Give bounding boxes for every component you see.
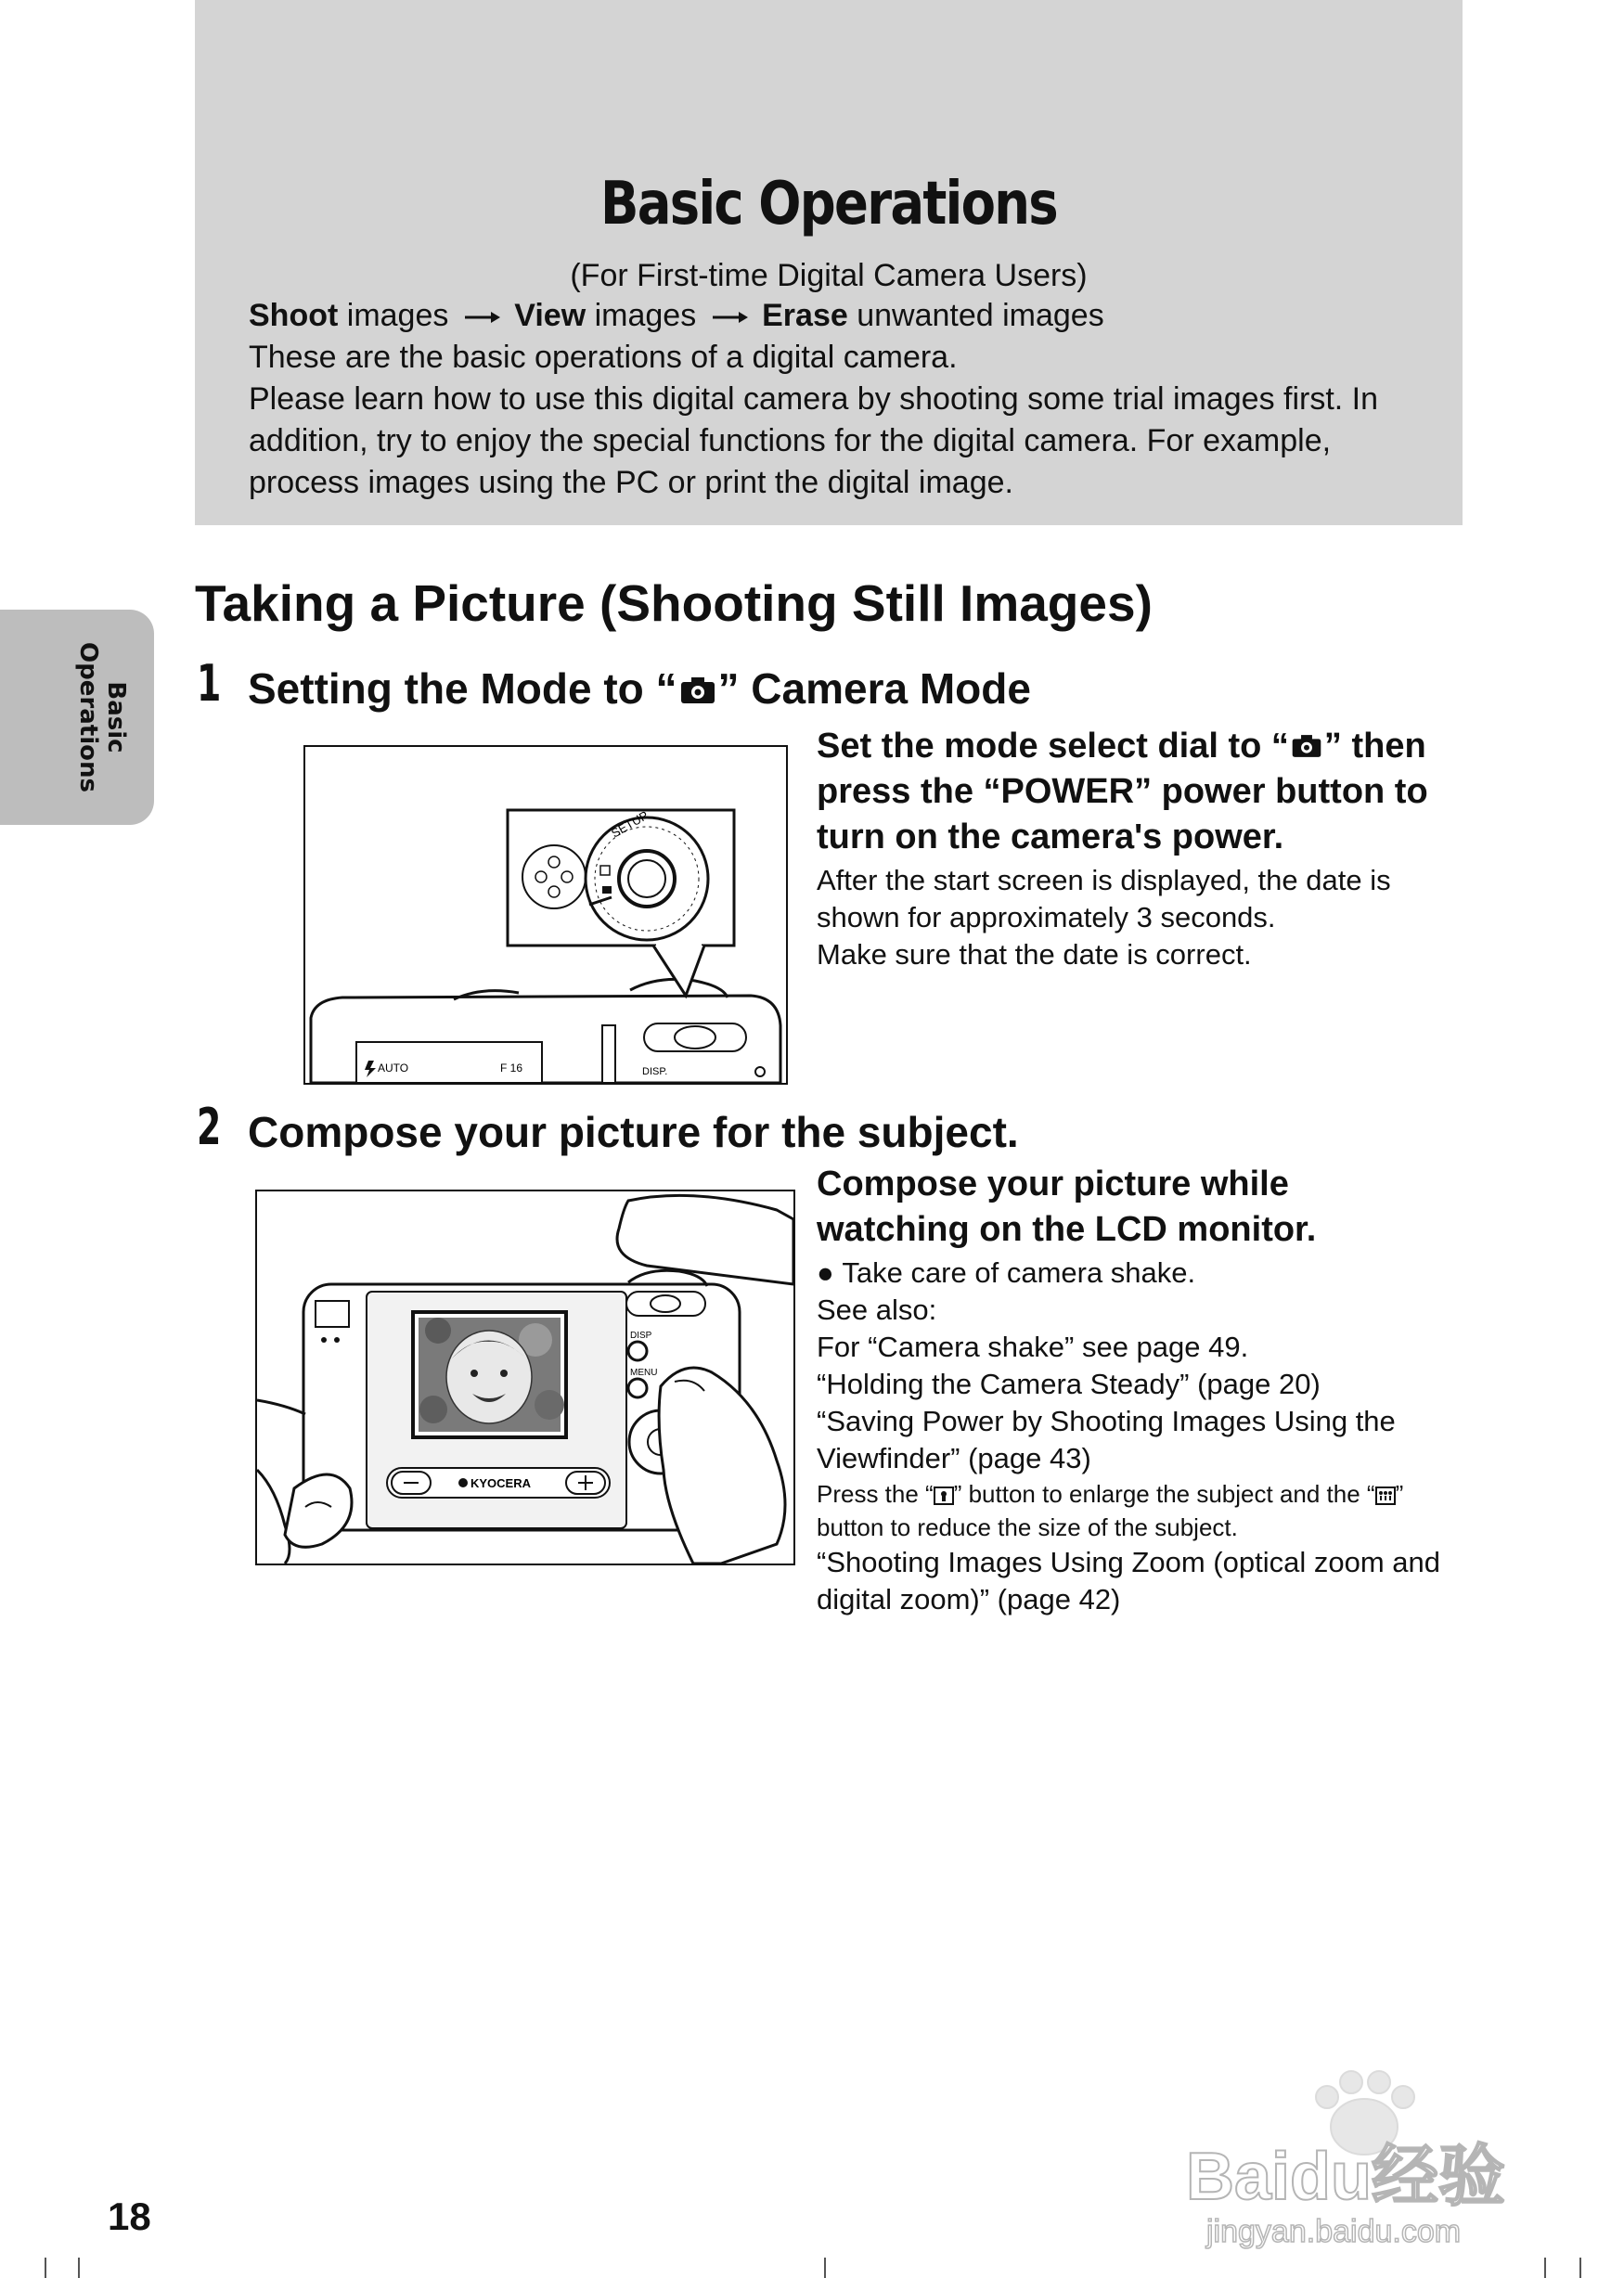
flow-erase-rest: unwanted images xyxy=(847,298,1104,333)
disp-button-label: DISP xyxy=(630,1331,652,1341)
side-tab-line1: Basic xyxy=(102,681,130,753)
intro-line3: Please learn how to use this digital camera by shooting some trial images first. In addition, try to enjoy the special functions for the digital camera. For example, process images using the PC or print the digital image. xyxy=(249,381,1379,500)
lcd-frames-label: F 16 xyxy=(500,1062,523,1075)
zoom-note-mid: ” button to enlarge the subject and the “ xyxy=(953,1480,1375,1508)
step-1-lead xyxy=(817,724,1448,860)
intro-subtitle: (For First-time Digital Camera Users) xyxy=(570,258,1088,293)
section-title: Taking a Picture (Shooting Still Images) xyxy=(195,574,1153,632)
arrow-right-icon xyxy=(463,308,500,327)
step-1-body2: Make sure that the date is correct. xyxy=(817,938,1252,971)
flow-view: View xyxy=(514,298,586,333)
flow-shoot-rest: images xyxy=(338,298,449,333)
side-tab-line2: Operations xyxy=(74,642,102,792)
flow-view-rest: images xyxy=(586,298,697,333)
step-1-body1: After the start screen is displayed, the date is shown for approximately 3 seconds. xyxy=(817,864,1391,933)
crop-mark xyxy=(1579,2258,1581,2278)
step-1-lead-post: ” then press the “POWER” power button to turn on the camera's power. xyxy=(817,727,1428,856)
camera-mode-icon xyxy=(1291,733,1322,759)
zoom-note-post: ” button to reduce the size of the subject. xyxy=(817,1480,1404,1541)
crop-mark xyxy=(824,2258,826,2278)
menu-button-label: MENU xyxy=(630,1368,658,1378)
flow-erase: Erase xyxy=(762,298,848,333)
crop-mark xyxy=(1544,2258,1546,2278)
intro-line2: These are the basic operations of a digital camera. xyxy=(249,340,958,375)
crop-mark xyxy=(78,2258,80,2278)
step-1-text xyxy=(817,724,1448,973)
flow-shoot: Shoot xyxy=(249,298,339,333)
brand-label: KYOCERA xyxy=(470,1476,532,1490)
step-1-title xyxy=(248,663,1031,714)
intro-box xyxy=(195,0,1463,525)
step-1-number: 1 xyxy=(197,654,222,713)
step-2-lead: Compose your picture while watching on the LCD monitor. xyxy=(817,1165,1317,1249)
lcd-auto-label: AUTO xyxy=(378,1062,409,1075)
ref-saving-power: “Saving Power by Shooting Images Using the Viewfinder” (page 43) xyxy=(817,1405,1396,1474)
step-1-title-post: ” Camera Mode xyxy=(717,664,1031,713)
step-2-bullet-text: Take care of camera shake. xyxy=(842,1256,1196,1289)
baidu-watermark xyxy=(1179,2069,1568,2255)
dial-setup-label: SETUP xyxy=(609,807,651,841)
step-1-title-pre: Setting the Mode to “ xyxy=(248,664,677,713)
baby-face xyxy=(446,1331,532,1423)
operation-flow xyxy=(249,295,1437,337)
step-1-lead-pre: Set the mode select dial to “ xyxy=(817,727,1289,766)
zoom-note-pre: Press the “ xyxy=(817,1480,934,1508)
ref-camera-shake: For “Camera shake” see page 49. xyxy=(817,1331,1249,1363)
ref-holding-camera: “Holding the Camera Steady” (page 20) xyxy=(817,1368,1321,1400)
watermark-main: Baidu经验 xyxy=(1186,2140,1506,2214)
camera-top-illustration xyxy=(305,747,786,1083)
ref-zoom: “Shooting Images Using Zoom (optical zoom and digital zoom)” (page 42) xyxy=(817,1546,1440,1615)
crop-mark xyxy=(45,2258,46,2278)
watermark-url: jingyan.baidu.com xyxy=(1206,2214,1462,2249)
zoom-wide-icon xyxy=(1375,1486,1396,1506)
step-2-bullet xyxy=(817,1255,1448,1292)
camera-mode-icon xyxy=(679,676,716,705)
see-also-label: See also: xyxy=(817,1293,937,1326)
bullet-icon: ● xyxy=(817,1256,843,1289)
step-2-text xyxy=(817,1162,1448,1618)
side-tab-label xyxy=(74,624,130,810)
arrow-right-icon xyxy=(711,308,748,327)
zoom-tele-icon xyxy=(934,1486,954,1506)
figure-compose-lcd xyxy=(255,1190,795,1565)
side-tab xyxy=(0,610,154,825)
step-2-title: Compose your picture for the subject. xyxy=(248,1108,1019,1156)
page-number: 18 xyxy=(108,2194,151,2238)
disp-label: DISP. xyxy=(642,1066,668,1077)
zoom-note xyxy=(817,1477,1448,1544)
intro-body xyxy=(249,295,1437,504)
camera-back-illustration xyxy=(257,1191,793,1564)
figure-mode-dial xyxy=(303,745,788,1085)
step-2-number: 2 xyxy=(197,1098,222,1156)
intro-title: Basic Operations xyxy=(600,170,1057,238)
